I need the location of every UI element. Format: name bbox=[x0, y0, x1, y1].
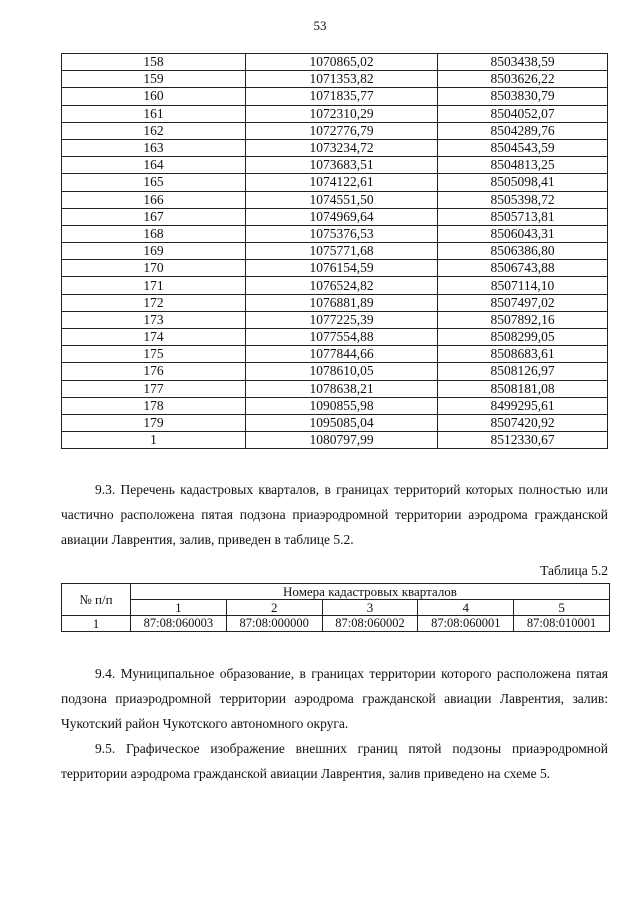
coordinate-x: 1071353,82 bbox=[246, 71, 438, 88]
point-number: 174 bbox=[62, 329, 246, 346]
coordinate-x: 1070865,02 bbox=[246, 54, 438, 71]
point-number: 175 bbox=[62, 346, 246, 363]
coordinate-x: 1078638,21 bbox=[246, 380, 438, 397]
point-number: 165 bbox=[62, 174, 246, 191]
coordinate-x: 1078610,05 bbox=[246, 363, 438, 380]
coordinate-y: 8504543,59 bbox=[438, 139, 608, 156]
coordinates-table bbox=[61, 53, 608, 449]
coordinate-y: 8507892,16 bbox=[438, 311, 608, 328]
coordinate-y: 8506743,88 bbox=[438, 260, 608, 277]
cadastral-quarters-table bbox=[61, 583, 610, 632]
point-number: 1 bbox=[62, 432, 246, 449]
cadastral-number: 87:08:000000 bbox=[226, 616, 322, 632]
coordinate-y: 8504052,07 bbox=[438, 105, 608, 122]
coordinate-y: 8505398,72 bbox=[438, 191, 608, 208]
column-number: 2 bbox=[226, 600, 322, 616]
coordinate-x: 1076154,59 bbox=[246, 260, 438, 277]
coordinate-x: 1072310,29 bbox=[246, 105, 438, 122]
point-number: 158 bbox=[62, 54, 246, 71]
row-number: 1 bbox=[62, 616, 131, 632]
coordinate-x: 1095085,04 bbox=[246, 414, 438, 431]
coordinate-y: 8507114,10 bbox=[438, 277, 608, 294]
coordinate-y: 8506043,31 bbox=[438, 225, 608, 242]
coordinate-x: 1075376,53 bbox=[246, 225, 438, 242]
paragraph-9-3: 9.3. Перечень кадастровых кварталов, в границах территорий которых полностью или частично расположена пятая подзона приаэродромной территории аэродрома гражданской авиации Лаврентия, залив, приведен в таблице 5.2. bbox=[61, 482, 608, 547]
table-row bbox=[62, 157, 608, 174]
point-number: 163 bbox=[62, 139, 246, 156]
header-cadastral-numbers: Номера кадастровых кварталов bbox=[131, 584, 610, 600]
coordinate-y: 8507497,02 bbox=[438, 294, 608, 311]
point-number: 177 bbox=[62, 380, 246, 397]
point-number: 162 bbox=[62, 122, 246, 139]
point-number: 172 bbox=[62, 294, 246, 311]
header-npp: № п/п bbox=[62, 584, 131, 616]
coordinate-x: 1073234,72 bbox=[246, 139, 438, 156]
table-header-row bbox=[62, 584, 610, 600]
cadastral-number: 87:08:060003 bbox=[131, 616, 227, 632]
table-row bbox=[62, 432, 608, 449]
coordinate-y: 8507420,92 bbox=[438, 414, 608, 431]
column-number: 4 bbox=[418, 600, 514, 616]
point-number: 171 bbox=[62, 277, 246, 294]
column-number: 1 bbox=[131, 600, 227, 616]
table-row bbox=[62, 122, 608, 139]
table-row bbox=[62, 174, 608, 191]
point-number: 178 bbox=[62, 397, 246, 414]
table-row bbox=[62, 54, 608, 71]
table-row bbox=[62, 105, 608, 122]
table-row bbox=[62, 225, 608, 242]
table-row bbox=[62, 191, 608, 208]
paragraph-9-4: 9.4. Муниципальное образование, в границах территории которого расположена пятая подзона приаэродромной территории аэродрома гражданской авиации Лаврентия, залив: Чукотский район Чукотского автономного округа. bbox=[61, 666, 608, 731]
coordinate-y: 8503626,22 bbox=[438, 71, 608, 88]
table-row bbox=[62, 363, 608, 380]
table-row bbox=[62, 260, 608, 277]
table-row bbox=[62, 311, 608, 328]
coordinate-x: 1077225,39 bbox=[246, 311, 438, 328]
coordinate-x: 1072776,79 bbox=[246, 122, 438, 139]
point-number: 164 bbox=[62, 157, 246, 174]
table-row bbox=[62, 139, 608, 156]
table-row bbox=[62, 277, 608, 294]
table-row bbox=[62, 329, 608, 346]
coordinate-x: 1076881,89 bbox=[246, 294, 438, 311]
table-row bbox=[62, 616, 610, 632]
coordinate-y: 8503830,79 bbox=[438, 88, 608, 105]
column-number: 5 bbox=[514, 600, 610, 616]
point-number: 170 bbox=[62, 260, 246, 277]
coordinate-x: 1071835,77 bbox=[246, 88, 438, 105]
table-row bbox=[62, 208, 608, 225]
point-number: 179 bbox=[62, 414, 246, 431]
coordinate-y: 8508126,97 bbox=[438, 363, 608, 380]
coordinate-y: 8505098,41 bbox=[438, 174, 608, 191]
coordinate-y: 8512330,67 bbox=[438, 432, 608, 449]
point-number: 176 bbox=[62, 363, 246, 380]
coordinate-y: 8503438,59 bbox=[438, 54, 608, 71]
table-row bbox=[62, 346, 608, 363]
coordinate-x: 1076524,82 bbox=[246, 277, 438, 294]
table-row bbox=[62, 380, 608, 397]
paragraph-9-5: 9.5. Графическое изображение внешних границ пятой подзоны приаэродромной территории аэродрома гражданской авиации Лаврентия, залив приведено на схеме 5. bbox=[61, 741, 608, 781]
coordinate-x: 1090855,98 bbox=[246, 397, 438, 414]
coordinate-x: 1075771,68 bbox=[246, 243, 438, 260]
table-row bbox=[62, 397, 608, 414]
coordinate-x: 1080797,99 bbox=[246, 432, 438, 449]
point-number: 161 bbox=[62, 105, 246, 122]
point-number: 167 bbox=[62, 208, 246, 225]
coordinate-y: 8505713,81 bbox=[438, 208, 608, 225]
point-number: 173 bbox=[62, 311, 246, 328]
coordinate-y: 8508181,08 bbox=[438, 380, 608, 397]
cadastral-number: 87:08:060002 bbox=[322, 616, 418, 632]
coordinate-y: 8499295,61 bbox=[438, 397, 608, 414]
coordinate-x: 1077844,66 bbox=[246, 346, 438, 363]
coordinate-y: 8506386,80 bbox=[438, 243, 608, 260]
point-number: 160 bbox=[62, 88, 246, 105]
page-number: 53 bbox=[313, 18, 327, 33]
point-number: 159 bbox=[62, 71, 246, 88]
table-5-2-caption: Таблица 5.2 bbox=[540, 563, 608, 578]
table-row bbox=[62, 88, 608, 105]
table-row bbox=[62, 243, 608, 260]
cadastral-number: 87:08:010001 bbox=[514, 616, 610, 632]
coordinate-y: 8504289,76 bbox=[438, 122, 608, 139]
coordinate-x: 1074551,50 bbox=[246, 191, 438, 208]
coordinate-x: 1073683,51 bbox=[246, 157, 438, 174]
point-number: 168 bbox=[62, 225, 246, 242]
column-number: 3 bbox=[322, 600, 418, 616]
coordinate-y: 8508299,05 bbox=[438, 329, 608, 346]
table-column-numbers-row bbox=[62, 600, 610, 616]
coordinate-x: 1077554,88 bbox=[246, 329, 438, 346]
table-row bbox=[62, 71, 608, 88]
point-number: 166 bbox=[62, 191, 246, 208]
point-number: 169 bbox=[62, 243, 246, 260]
coordinate-x: 1074122,61 bbox=[246, 174, 438, 191]
coordinate-x: 1074969,64 bbox=[246, 208, 438, 225]
coordinates-table-body bbox=[62, 54, 608, 449]
cadastral-number: 87:08:060001 bbox=[418, 616, 514, 632]
table-row bbox=[62, 294, 608, 311]
coordinate-y: 8508683,61 bbox=[438, 346, 608, 363]
coordinate-y: 8504813,25 bbox=[438, 157, 608, 174]
table-row bbox=[62, 414, 608, 431]
